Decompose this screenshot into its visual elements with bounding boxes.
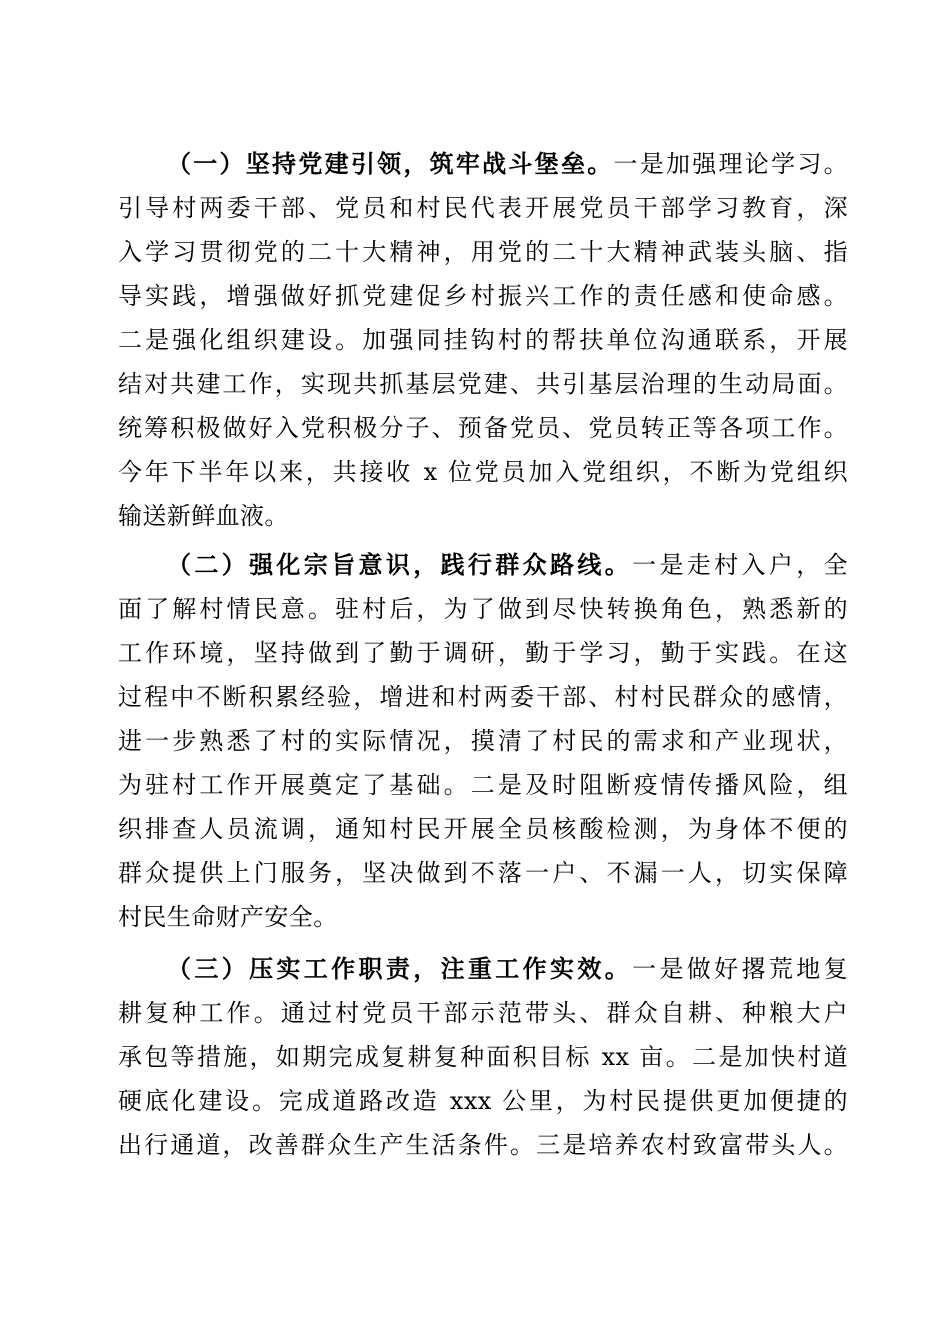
paragraph-2-line-8: 群众提供上门服务，坚决做到不落一户、不漏一人，切实保障	[118, 859, 848, 887]
paragraph-1-heading: （一）坚持党建引领，筑牢战斗堡垒。	[167, 149, 614, 178]
paragraph-2-line-5: 进一步熟悉了村的实际情况，摸清了村民的需求和产业现状，	[118, 727, 848, 755]
paragraph-1-line-6: 结对共建工作，实现共抓基层党建、共引基层治理的生动局面。	[118, 370, 848, 398]
paragraph-1-line-8: 今年下半年以来，共接收 x 位党员加入党组织，不断为党组织	[118, 458, 848, 486]
paragraph-3-line-2: 耕复种工作。通过村党员干部示范带头、群众自耕、种粮大户	[118, 999, 848, 1027]
paragraph-1-line-2: 引导村两委干部、党员和村民代表开展党员干部学习教育，深	[118, 194, 848, 222]
paragraph-2-line-3: 工作环境，坚持做到了勤于调研，勤于学习，勤于实践。在这	[118, 639, 848, 667]
paragraph-3-text: 一是做好撂荒地复	[632, 955, 848, 983]
paragraph-3-line-4: 硬底化建设。完成道路改造 xxx 公里，为村民提供更加便捷的	[118, 1087, 848, 1115]
paragraph-3-heading: （三）压实工作职责，注重工作实效。	[167, 954, 633, 983]
paragraph-1-line-1	[167, 142, 848, 186]
paragraph-2-heading: （二）强化宗旨意识，践行群众路线。	[167, 550, 633, 579]
paragraph-2-line-7: 织排查人员流调，通知村民开展全员核酸检测，为身体不便的	[118, 815, 848, 843]
paragraph-1-text: 一是加强理论学习。	[613, 150, 848, 178]
paragraph-2-line-9: 村民生命财产安全。	[118, 903, 338, 931]
paragraph-3-line-3: 承包等措施，如期完成复耕复种面积目标 xx 亩。二是加快村道	[118, 1043, 848, 1071]
paragraph-2-line-4: 过程中不断积累经验，增进和村两委干部、村村民群众的感情，	[118, 683, 848, 711]
paragraph-1-line-4: 导实践，增强做好抓党建促乡村振兴工作的责任感和使命感。	[118, 282, 848, 310]
paragraph-1-line-3: 入学习贯彻党的二十大精神，用党的二十大精神武装头脑、指	[118, 238, 848, 266]
paragraph-2-line-2: 面了解村情民意。驻村后，为了做到尽快转换角色，熟悉新的	[118, 595, 848, 623]
paragraph-2-text: 一是走村入户，全	[632, 551, 848, 579]
paragraph-3-line-1	[167, 947, 848, 991]
paragraph-1-line-5: 二是强化组织建设。加强同挂钩村的帮扶单位沟通联系，开展	[118, 326, 848, 354]
paragraph-3-line-5: 出行通道，改善群众生产生活条件。三是培养农村致富带头人。	[118, 1131, 848, 1159]
paragraph-1-line-7: 统筹积极做好入党积极分子、预备党员、党员转正等各项工作。	[118, 414, 848, 442]
paragraph-2-line-1	[167, 543, 848, 587]
paragraph-1-line-9: 输送新鲜血液。	[118, 502, 289, 530]
paragraph-2-line-6: 为驻村工作开展奠定了基础。二是及时阻断疫情传播风险，组	[118, 771, 848, 799]
